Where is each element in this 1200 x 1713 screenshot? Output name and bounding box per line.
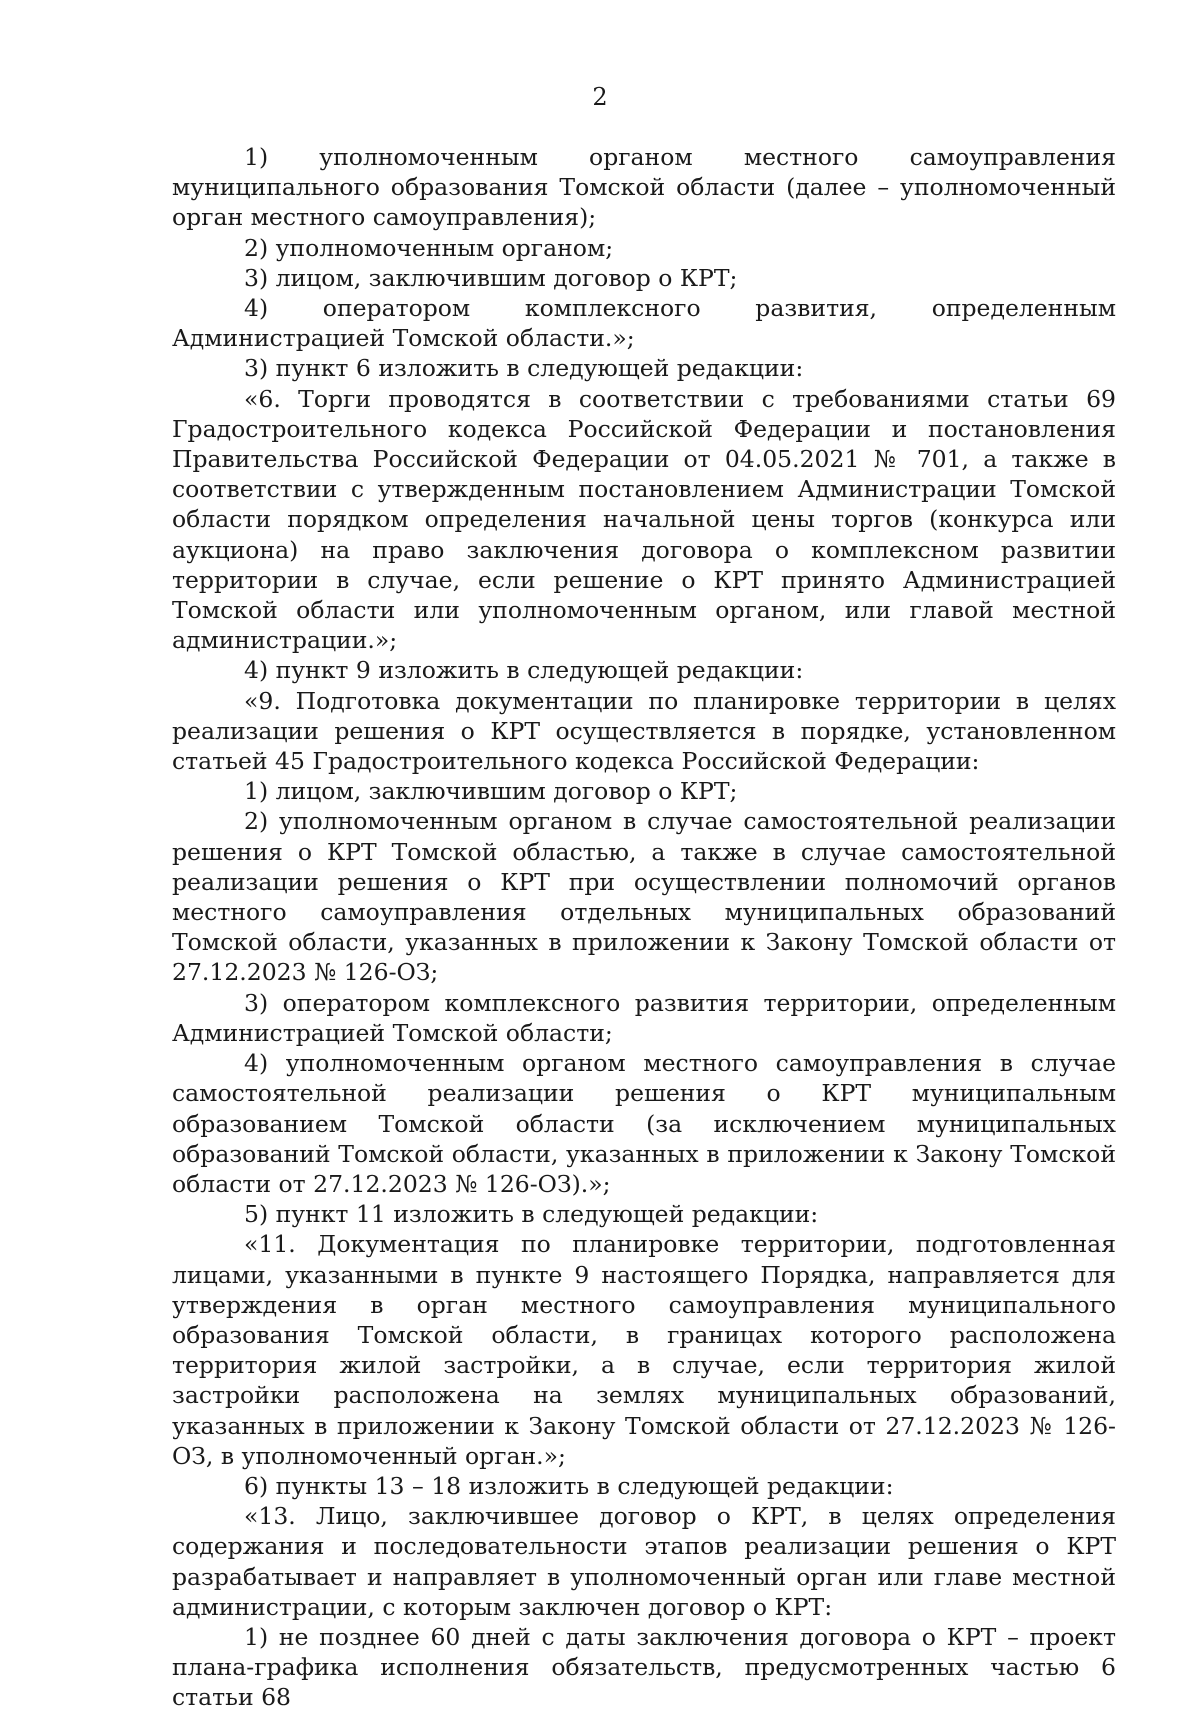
paragraph: 2) уполномоченным органом в случае самостоятельной реализации решения о КРТ Томской областью, а также в случае самостоятельной реализации решения о КРТ при осуществлении полномочий органов местного самоуправления отдельных муниципальных образований Томской области, указанных в приложении к Закону Томской области от 27.12.2023 № 126-ОЗ; xyxy=(172,807,1116,987)
paragraph: 4) пункт 9 изложить в следующей редакции: xyxy=(244,656,804,685)
paragraph: 2) уполномоченным органом; xyxy=(244,233,614,262)
paragraph: «9. Подготовка документации по планировке территории в целях реализации решения о КРТ осуществляется в порядке, установленном статьей 45 Градостроительного кодекса Российской Федерации: xyxy=(172,686,1116,776)
paragraph: «11. Документация по планировке территории, подготовленная лицами, указанными в пункте 9 настоящего Порядка, направляется для утверждения в орган местного самоуправления муниципального образования Томской области, в границах которого расположена территория жилой застройки, а в случае, если территория жилой застройки расположена на землях муниципальных образований, указанных в приложении к Закону Томской области от 27.12.2023 № 126-ОЗ, в уполномоченный орган.»; xyxy=(172,1230,1116,1470)
paragraph: 3) пункт 6 изложить в следующей редакции: xyxy=(244,354,804,383)
paragraph: 5) пункт 11 изложить в следующей редакции: xyxy=(244,1200,819,1229)
paragraph: 1) уполномоченным органом местного самоуправления муниципального образования Томской области (далее – уполномоченный орган местного самоуправления); xyxy=(172,143,1116,232)
paragraph: «13. Лицо, заключившее договор о КРТ, в целях определения содержания и последовательности этапов реализации решения о КРТ разрабатывает и направляет в уполномоченный орган или главе местной администрации, с которым заключен договор о КРТ: xyxy=(172,1502,1116,1621)
paragraph: 3) лицом, заключившим договор о КРТ; xyxy=(244,263,738,292)
paragraph: 1) не позднее 60 дней с даты заключения договора о КРТ – проект плана-графика исполнения обязательств, предусмотренных частью 6 статьи 68 xyxy=(172,1622,1116,1712)
paragraph: 4) оператором комплексного развития, определенным Администрацией Томской области.»; xyxy=(172,294,1116,353)
paragraph: 1) лицом, заключившим договор о КРТ; xyxy=(244,777,738,806)
document-body xyxy=(172,142,1116,1713)
paragraph: 3) оператором комплексного развития территории, определенным Администрацией Томской области; xyxy=(172,988,1116,1047)
paragraph: «6. Торги проводятся в соответствии с требованиями статьи 69 Градостроительного кодекса Российской Федерации и постановления Правительства Российской Федерации от 04.05.2021 № 701, а также в соответствии с утвержденным постановлением Администрации Томской области порядком определения начальной цены торгов (конкурса или аукциона) на право заключения договора о комплексном развитии территории в случае, если решение о КРТ принято Администрацией Томской области или уполномоченным органом, или главой местной администрации.»; xyxy=(172,384,1116,655)
paragraph: 4) уполномоченным органом местного самоуправления в случае самостоятельной реализации решения о КРТ муниципальным образованием Томской области (за исключением муниципальных образований Томской области, указанных в приложении к Закону Томской области от 27.12.2023 № 126-ОЗ).»; xyxy=(172,1049,1116,1198)
page-number: 2 xyxy=(592,83,608,111)
paragraph: 6) пункты 13 – 18 изложить в следующей редакции: xyxy=(244,1471,894,1500)
